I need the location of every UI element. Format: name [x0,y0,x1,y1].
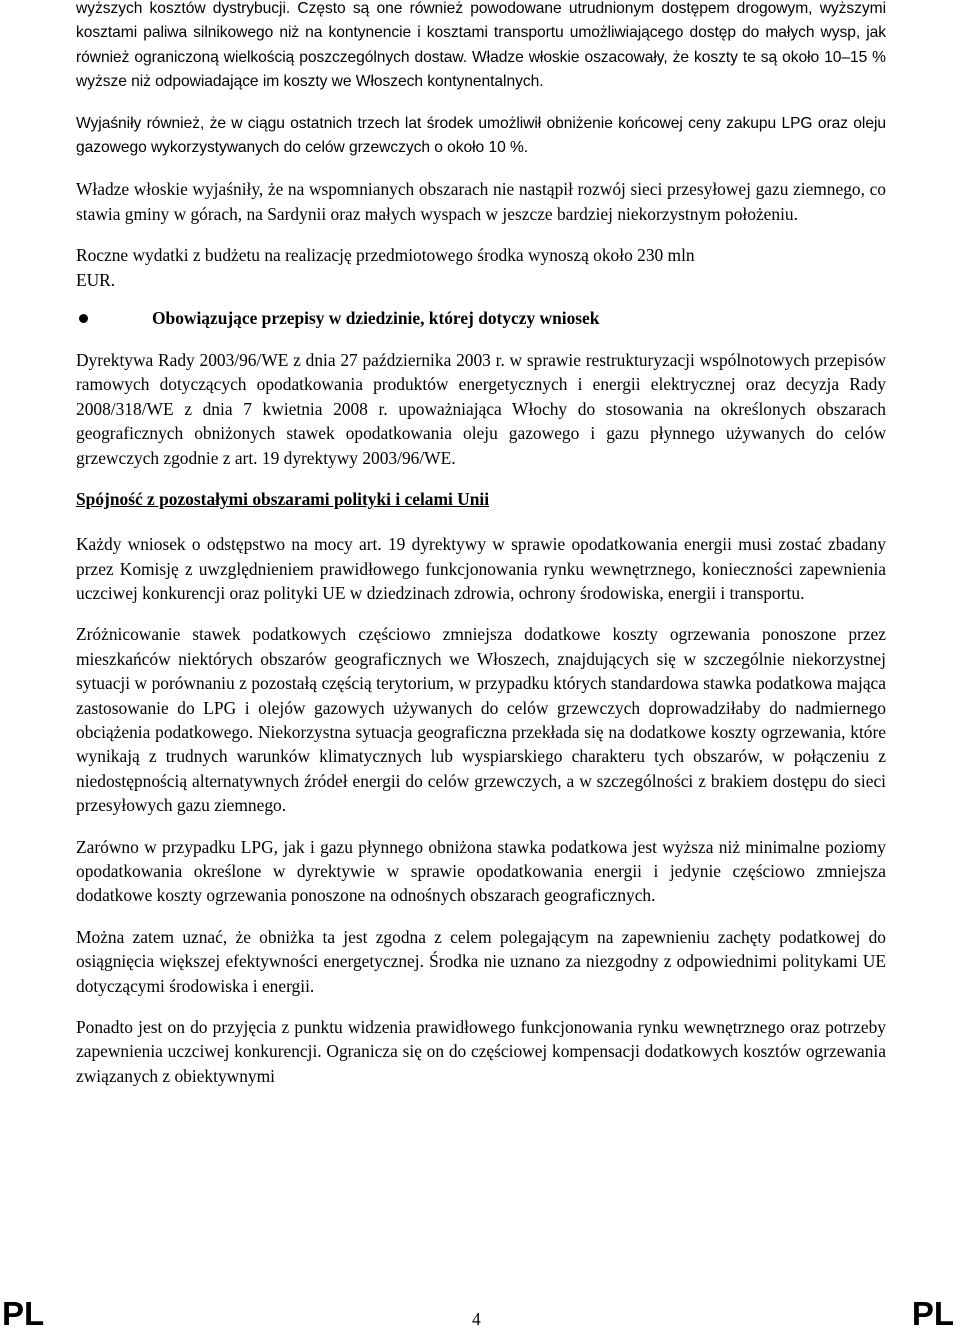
paragraph-rate-differentiation: Zróżnicowanie stawek podatkowych częściowo zmniejsza dodatkowe koszty ogrzewania ponoszone przez mieszkańców niektórych obszarów geograficznych we Włoszech, znajdujących się w szczególnie niekorzystnej sytuacji w porównaniu z pozostałą częścią terytorium, w przypadku których standardowa stawka podatkowa mająca zastosowanie do LPG i olejów gazowych używanych do celów grzewczych doprowadziłaby do nadmiernego obciążenia podatkowego. Niekorzystna sytuacja geograficzna przekłada się na dodatkowe koszty ogrzewania, które wynikają z trudnych warunków klimatycznych lub wyspiarskiego charakteru tych obszarów, w połączeniu z niedostępnością alternatywnych źródeł energii do celów grzewczych, a w szczególności z brakiem dostępu do sieci przesyłowych gazu ziemnego. [76,624,886,816]
paragraph-directive: Dyrektywa Rady 2003/96/WE z dnia 27 października 2003 r. w sprawie restrukturyzacji wspólnotowych przepisów ramowych dotyczących opodatkowania produktów energetycznych i energii elektrycznej oraz decyzja Rady 2008/318/WE z dnia 7 kwietnia 2008 r. upoważniająca Włochy do stosowania na określonych obszarach geograficznych obniżonych stawek opodatkowania oleju gazowego i gazu płynnego używanych do celów grzewczych zgodnie z art. 19 dyrektywy 2003/96/WE. [76,350,886,468]
footer-language-left: PL [2,1295,45,1332]
section-heading-consistency: Spójność z pozostałymi obszarami polityki i celami Unii [76,489,490,510]
bullet-heading-row [76,306,886,334]
footer-language-right: PL [911,1295,954,1332]
paragraph-derogation-review: Każdy wniosek o odstępstwo na mocy art. 19 dyrektywy w sprawie opodatkowania energii musi zostać zbadany przez Komisję z uwzględnieniem prawidłowego funkcjonowania rynku wewnętrznego, konieczności zapewnienia uczciwej konkurencji oraz polityki UE w dziedzinach zdrowia, ochrony środowiska, energii i transportu. [76,534,886,603]
paragraph-internal-market: Ponadto jest on do przyjęcia z punktu widzenia prawidłowego funkcjonowania rynku wewnętrznego oraz potrzeby zapewnienia uczciwej konkurencji. Ogranicza się on do częściowej kompensacji dodatkowych kosztów ogrzewania związanych z obiektywnymi [76,1017,886,1086]
paragraph-price-reduction: Wyjaśniły również, że w ciągu ostatnich trzech lat środek umożliwił obniżenie końcowej ceny zakupu LPG oraz oleju gazowego wykorzystywanych do celów grzewczych o około 10 %. [76,114,886,157]
paragraph-budget-line2: EUR. [76,269,116,290]
bullet-icon [79,314,88,323]
document-page [76,0,886,1088]
paragraph-costs-continued: wyższych kosztów dystrybucji. Często są one również powodowane utrudnionym dostępem drogowym, wyższymi kosztami paliwa silnikowego niż na kontynencie i kosztami transportu umożliwiającego dostęp do małych wysp, jak również ograniczoną wielkością poszczególnych dostaw. Władze włoskie oszacowały, że koszty te są około 10–15 % wyższe niż odpowiadające im koszty we Włoszech kontynentalnych. [76,0,886,91]
bullet-heading-applicable-law: Obowiązujące przepisy w dziedzinie, której dotyczy wniosek [152,308,600,329]
paragraph-reduced-rate: Zarówno w przypadku LPG, jak i gazu płynnego obniżona stawka podatkowa jest wyższa niż minimalne poziomy opodatkowania określone w dyrektywie w sprawie opodatkowania energii i jedynie częściowo zmniejsza dodatkowe koszty ogrzewania ponoszone na odnośnych obszarach geograficznych. [76,836,886,906]
paragraph-budget-line1: Roczne wydatki z budżetu na realizację przedmiotowego środka wynoszą około 230 mln [76,245,695,266]
paragraph-gas-network: Władze włoskie wyjaśniły, że na wspomnianych obszarach nie nastąpił rozwój sieci przesyłowej gazu ziemnego, co stawia gminy w górach, na Sardynii oraz małych wyspach w jeszcze bardziej niekorzystnym położeniu. [76,179,886,224]
paragraph-tax-incentive: Można zatem uznać, że obniżka ta jest zgodna z celem polegającym na zapewnieniu zachęty podatkowej do osiągnięcia większej efektywności energetycznej. Środka nie uznano za niezgodny z odpowiednimi politykami UE dotyczącymi środowiska i energii. [76,926,886,996]
page-number: 4 [472,1309,481,1329]
